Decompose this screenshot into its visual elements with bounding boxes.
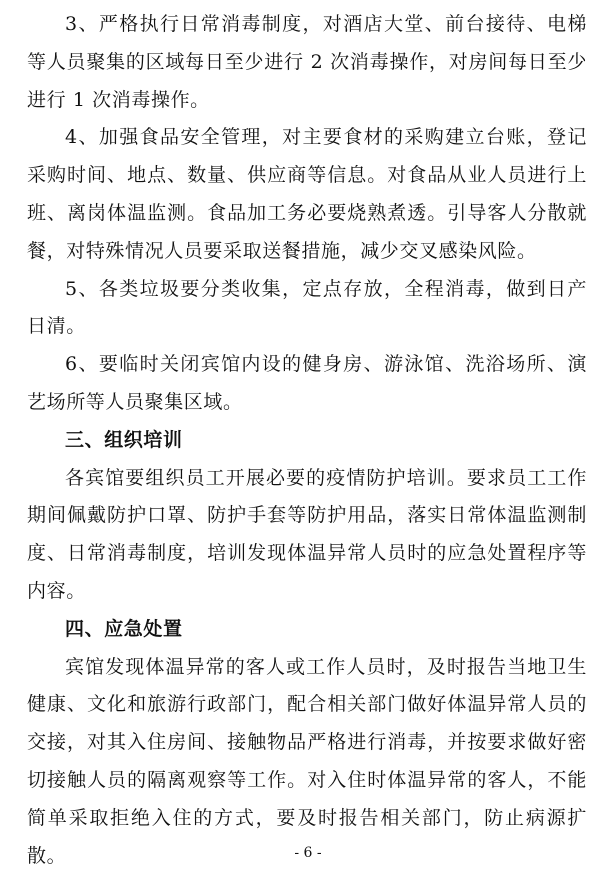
item-5-paragraph: 5、各类垃圾要分类收集，定点存放，全程消毒，做到日产日清。 xyxy=(27,277,587,338)
item-6-paragraph: 6、要临时关闭宾馆内设的健身房、游泳馆、洗浴场所、演艺场所等人员聚集区域。 xyxy=(27,353,587,413)
page-number: - 6 - xyxy=(294,845,322,861)
section-4-body: 宾馆发现体温异常的客人或工作人员时，及时报告当地卫生健康、文化和旅游行政部门，配合相关部门做好体温异常人员的交接，对其入住房间、接触物品严格进行消毒，并按要求做好密切接触人员的隔离观察等工作。对入住时体温异常的客人，不能简单采取拒绝入住的方式，要及时报告相关部门，防止病源扩散。 xyxy=(27,655,587,867)
section-3-body: 各宾馆要组织员工开展必要的疫情防护培训。要求员工工作期间佩戴防护口罩、防护手套等防护用品，落实日常体温监测制度、日常消毒制度，培训发现体温异常人员时的应急处置程序等内容。 xyxy=(27,466,587,602)
section-3-heading: 三、组织培训 xyxy=(65,428,183,451)
document-body xyxy=(27,6,587,875)
item-3-paragraph: 3、严格执行日常消毒制度，对酒店大堂、前台接待、电梯等人员聚集的区域每日至少进行 2 次消毒操作，对房间每日至少进行 1 次消毒操作。 xyxy=(27,13,587,111)
item-4-paragraph: 4、加强食品安全管理，对主要食材的采购建立台账，登记采购时间、地点、数量、供应商等信息。对食品从业人员进行上班、离岗体温监测。食品加工务必要烧熟煮透。引导客人分散就餐，对特殊情况人员要采取送餐措施，减少交叉感染风险。 xyxy=(27,126,587,262)
section-4-heading: 四、应急处置 xyxy=(65,617,183,640)
